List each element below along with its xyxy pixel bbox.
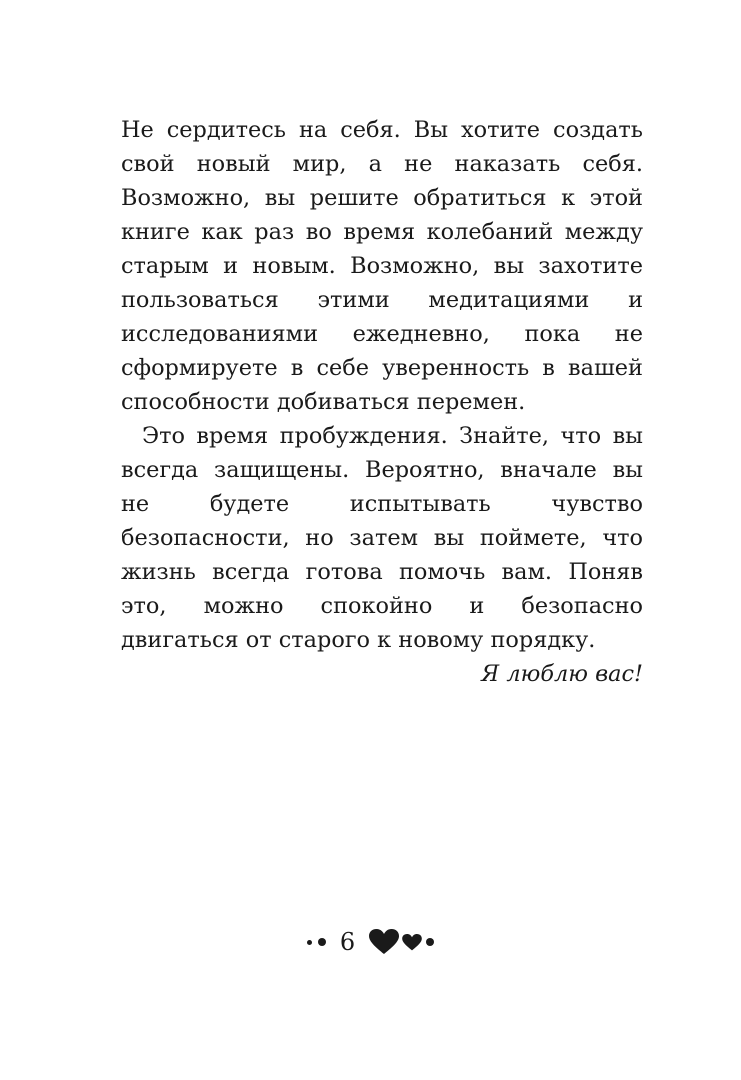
- dot-icon: [307, 940, 312, 945]
- page-footer: [0, 920, 741, 964]
- heart-icon: [402, 934, 422, 951]
- paragraph-1: Не сердитесь на себя. Вы хотите создать свой новый мир, а не наказать себя. Возможно, вы решите обратиться к этой книге как раз во время колебаний между старым и новым. Возможно, вы захотите пользоваться этими медитациями и исследованиями ежедневно, пока не сформируете в себе уверенность в вашей способности добиваться перемен.: [121, 117, 643, 415]
- signoff: Я люблю вас!: [481, 661, 643, 687]
- dot-icon: [318, 938, 326, 946]
- heart-icon: [369, 929, 399, 955]
- page-body: [121, 113, 643, 691]
- folio-ornament: [307, 929, 434, 955]
- paragraph-2: Это время пробуждения. Знайте, что вы всегда защищены. Вероятно, вначале вы не будете испытывать чувство безопасности, но затем вы поймете, что жизнь всегда готова помочь вам. Поняв это, можно спокойно и безопасно двигаться от старого к новому порядку.: [121, 423, 643, 653]
- dot-icon: [426, 938, 434, 946]
- page-number: 6: [339, 928, 356, 956]
